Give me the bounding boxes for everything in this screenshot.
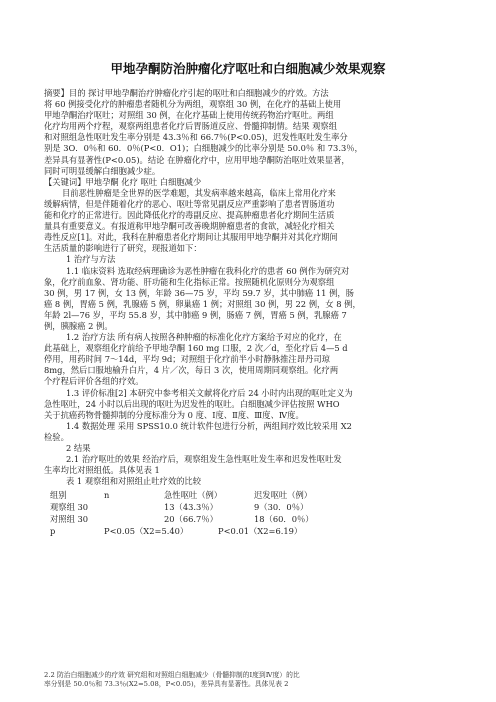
text-line: 别是 3O．0％和 60．0％(P<0．O1)；白细胞减少的比率分别是 50.0％ 和 73.3％， bbox=[44, 143, 363, 154]
text-line: 8mg，然后口服地榆升白片，4 片／次，每日 3 次，使用周期同观察组。化疗两 bbox=[44, 365, 339, 376]
text-line: 【关键词】甲地孕酮 化疗 呕吐 白细胞减少 bbox=[44, 176, 202, 187]
text-line: 目前恶性肿瘤是全世界的医学难题，其发病率越来越高，临床上常用化疗来 bbox=[62, 187, 336, 198]
text-line: 1 治疗与方法 bbox=[66, 254, 116, 265]
text-line: 30 例，男 17 例，女 13 例，年龄 36—75 岁，平均 59.7 岁，其中肺癌 11 例，肠 bbox=[44, 287, 354, 298]
text-line: 2.2 防治白细胞减少的疗效 研究组和对照组白细胞减少（骨髓抑制的Ⅰ度到Ⅳ度）的比 bbox=[44, 671, 300, 679]
text-line: 生率均比对照组低。具体见表 1 bbox=[44, 465, 160, 476]
text-line: 2 结果 bbox=[66, 443, 91, 453]
table-header-row bbox=[44, 490, 464, 502]
text-line: 年龄 2l—76 岁，平均 55.8 岁，其中肺癌 9 例，肠癌 7 例，胃癌 5 例，乳腺癌 7 bbox=[44, 309, 347, 320]
table-header-cell: 急性呕吐（例） bbox=[164, 490, 223, 501]
text-line: 个疗程后评价各组的疗效。 bbox=[44, 376, 144, 387]
text-line: 将 60 例接受化疗的肿瘤患者随机分为两组，观察组 30 例，在化疗的基础上使用 bbox=[44, 99, 342, 110]
section-2-2-text bbox=[44, 671, 464, 689]
text-line: 急性呕吐，24 小时以后出现的呕吐为迟发性的呕吐。白细胞减少评估按照 WHO bbox=[44, 398, 340, 409]
text-line: 检验。 bbox=[44, 431, 69, 442]
table-cell bbox=[104, 502, 164, 514]
text-line: 癌 8 例，胃癌 5 例，乳腺癌 5 例，卵巢癌 1 例；对照组 30 例，男 22 例，女 8 例， bbox=[44, 298, 361, 309]
text-line: 1.4 数据处理 采用 SPSS10.0 统计软件包进行分析，两组间疗效比较采用 X2 bbox=[66, 420, 352, 431]
text-line: 表 1 观察组和对照组止吐疗效的比较 bbox=[66, 476, 202, 487]
text-line: 摘要】目的 探讨甲地孕酮治疗肿瘤化疗引起的呕吐和白细胞减少的疗效。方法 bbox=[44, 88, 329, 98]
text-line: 化疗均用两个疗程，观察两组患者化疗后胃肠道反应、骨髓抑制情。结果 观察组 bbox=[44, 121, 338, 132]
text-line: 停用，用药时间 7～14d，平均 9d；对照组于化疗前半小时静脉推注昂丹司琼 bbox=[44, 354, 330, 365]
table-cell: p bbox=[50, 526, 56, 537]
text-line: 例，胰腺癌 2 例。 bbox=[44, 320, 113, 331]
table-cell: 20（66.7％） bbox=[164, 514, 218, 525]
text-line: 量具有重要意义。有报道称甲地孕酮可改善晚期肿瘤患者的食欲，减轻化疗相关 bbox=[44, 221, 335, 232]
text-line: 关于抗癌药物骨髓抑制的分度标准分为 0 度、Ⅰ度、Ⅱ度、Ⅲ度、Ⅳ度。 bbox=[44, 409, 304, 420]
table-header-cell: 迟发呕吐（例） bbox=[254, 490, 313, 501]
table-cell: 13（43.3％） bbox=[164, 502, 218, 513]
text-line: 象，化疗前血象、肾功能、肝功能和生化指标正常。按照随机化原则分为观察组 bbox=[44, 276, 335, 287]
text-line: 和对照组急性呕吐发生率分别是 43.3％和 66.7％(P<0.05)，迟发性呕吐发生率分 bbox=[44, 132, 348, 143]
text-line: 甲地孕酮治疗呕吐；对照组 30 例，在化疗基础上使用传统药物治疗呕吐。两组 bbox=[44, 110, 334, 121]
text-line: 能和化疗的正常进行。因此降低化疗的毒副反应、提高肿瘤患者化疗期间生活质 bbox=[44, 210, 335, 221]
table-cell: P<0.01（X2=6.19） bbox=[218, 526, 303, 537]
text-line: 1.3 评价标准[2] 本研究中参考相关文献将化疗后 24 小时内出现的呕吐定义为 bbox=[66, 387, 353, 398]
text-line: 同时可明显缓解白细胞减少症。 bbox=[44, 165, 161, 176]
text-line: 毒性反应[1]。对此，我科在肿瘤患者化疗期间让其服用甲地孕酮并对其化疗期间 bbox=[44, 232, 338, 243]
table-header-cell: n bbox=[104, 490, 110, 501]
table-cell: 对照组 30 bbox=[50, 514, 89, 525]
table-cell: 18（60．0％） bbox=[254, 514, 314, 525]
result-table bbox=[44, 490, 464, 538]
table-p-row bbox=[44, 526, 464, 538]
table-cell: 观察组 30 bbox=[50, 502, 89, 513]
text-line: 1.2 治疗方法 所有病人按照各种肿瘤的标准化化疗方案给予对应的化疗，在 bbox=[66, 332, 342, 343]
table-cell: P<0.05（X2=5.40） bbox=[104, 526, 189, 537]
text-line: 2.1 治疗呕吐的效果 经治疗后，观察组发生急性呕吐发生率和迟发性呕吐发 bbox=[66, 454, 342, 465]
table-cell: 9（30．0％） bbox=[254, 502, 309, 513]
text-line: 1.1 临床资料 选取经病理确诊为恶性肿瘤在我科化疗的患者 60 例作为研究对 bbox=[66, 265, 350, 276]
table-row bbox=[44, 514, 464, 526]
document-title: 甲地孕酮防治肿瘤化疗呕吐和白细胞减少效果观察 bbox=[110, 61, 386, 76]
text-line: 生活质量的影响进行了研究，现报道如下： bbox=[44, 243, 202, 254]
text-line: 此基础上，观察组化疗前给予甲地孕酮 160 mg 口服，2 次／d，至化疗后 4—5 d bbox=[44, 343, 348, 354]
text-line: 缓解病情，但是伴随着化疗的恶心、呕吐等常见副反应严重影响了患者胃肠道功 bbox=[44, 198, 335, 209]
document-body bbox=[44, 88, 464, 538]
text-line: 率分别是 50.0％和 73.3％(X2=5.08，P<0.05)，差异具有显著性。具体见表 2 bbox=[44, 680, 289, 689]
table-row bbox=[44, 502, 464, 514]
table-header-cell: 组别 bbox=[50, 490, 67, 501]
text-line: 差异具有显著性(P<0.05)。结论 在肿瘤化疗中，应用甲地孕酮防治呕吐效果显著， bbox=[44, 154, 350, 165]
table-cell bbox=[104, 514, 164, 526]
